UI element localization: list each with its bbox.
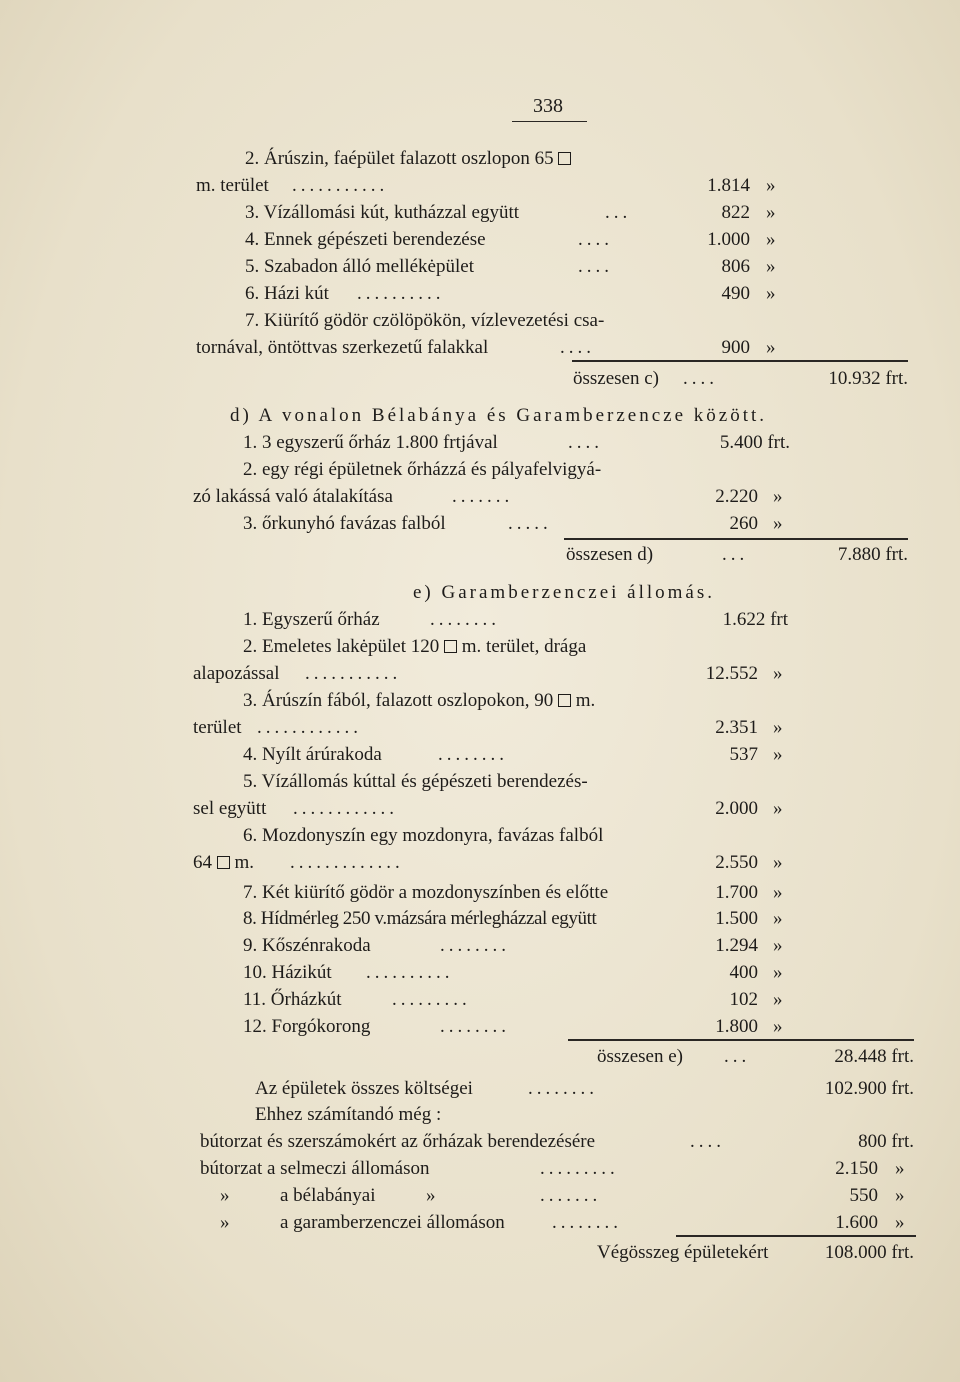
e-item-1-value: 1.622 frt: [722, 609, 788, 630]
c-total-dots: ....: [683, 368, 718, 389]
e-item-5-cont: sel együtt: [193, 798, 267, 819]
e-item-6-value: 2.550: [715, 852, 758, 873]
e-item-6-label: 6. Mozdonyszín egy mozdonyra, favázas falból: [243, 825, 604, 846]
d-heading: d) A vonalon Bélabánya és Garamberzencze között.: [230, 405, 768, 426]
c-item-2-unit: »: [766, 175, 776, 196]
c-item-2-value: 1.814: [707, 175, 750, 196]
e-item-9-unit: »: [773, 935, 783, 956]
e-total-label: összesen e): [597, 1046, 683, 1067]
e-item-4-value: 537: [729, 744, 758, 765]
e-total-value: 28.448 frt.: [834, 1046, 914, 1067]
summary-line-2-unit: »: [895, 1158, 905, 1179]
summary-line-1-dots: ....: [690, 1131, 725, 1152]
d-item-3-label: 3. őrkunyhó favázas falból: [243, 513, 446, 534]
summary-line-3-value: 550: [849, 1185, 878, 1206]
e-item-9-value: 1.294: [715, 935, 758, 956]
summary-line-3-dots: .......: [540, 1185, 602, 1206]
e-item-8-value: 1.500: [715, 908, 758, 929]
e-item-2-unit: »: [773, 663, 783, 684]
e-item-2-label-after: m. terület, drága: [461, 636, 587, 657]
summary-line-3-ditto: »: [220, 1185, 230, 1206]
e-item-1-dots: ........: [430, 609, 500, 630]
e-item-7-label: 7. Két kiürítő gödör a mozdonyszínben és előtte: [243, 882, 609, 903]
page-number: 338: [533, 95, 563, 117]
c-item-3-label: 3. Vízállomási kút, kutházzal együtt: [245, 202, 520, 223]
c-item-2-label: 2. Árúszin, faépület falazott oszlopon 65: [245, 148, 554, 169]
summary-line-3-label: a bélabányai: [280, 1185, 376, 1206]
e-total-dots: ...: [724, 1046, 751, 1067]
summary-line-4-label: a garamberzenczei állomáson: [280, 1212, 505, 1233]
summary-line-4-dots: ........: [552, 1212, 622, 1233]
all-costs-value: 102.900 frt.: [824, 1078, 914, 1099]
e-item-4-unit: »: [773, 744, 783, 765]
c-total-value: 10.932 frt.: [828, 368, 908, 389]
c-item-2-dots: ...........: [292, 175, 389, 196]
d-item-3-value: 260: [729, 513, 758, 534]
e-item-9-label: 9. Kőszénrakoda: [243, 935, 371, 956]
e-item-3-dots: ............: [257, 717, 362, 738]
d-item-1-dots: ....: [568, 432, 603, 453]
all-costs-dots: ........: [528, 1078, 598, 1099]
e-sum-rule: [568, 1039, 914, 1041]
e-item-11-dots: .........: [392, 989, 471, 1010]
c-item-6-value: 490: [721, 283, 750, 304]
e-heading: e) Garamberzenczei állomás.: [413, 582, 716, 603]
e-item-2-label: 2. Emeletes lakėpület 120: [243, 636, 440, 657]
e-item-6-unit: »: [773, 852, 783, 873]
c-sum-rule: [572, 360, 908, 362]
all-costs-label: Az épületek összes költségei: [255, 1078, 473, 1099]
square-icon: [558, 152, 571, 165]
e-item-5-value: 2.000: [715, 798, 758, 819]
e-item-3-cont: terület: [193, 717, 242, 738]
square-icon: [444, 640, 457, 653]
e-item-6-cont: [193, 852, 254, 874]
c-item-7-value: 900: [721, 337, 750, 358]
e-item-10-unit: »: [773, 962, 783, 983]
d-item-2-cont: zó lakássá való átalakítása: [193, 486, 393, 507]
square-icon: [558, 694, 571, 707]
summary-line-3-unit: »: [895, 1185, 905, 1206]
summary-line-1-value: 800 frt.: [858, 1131, 914, 1152]
summary-line-4-ditto: »: [220, 1212, 230, 1233]
e-item-5-label: 5. Vízállomás kúttal és gépészeti berendezés-: [243, 771, 588, 792]
summary-line-4-value: 1.600: [835, 1212, 878, 1233]
d-total-label: összesen d): [566, 544, 654, 565]
c-item-7-cont: tornával, öntöttvas szerkezetű falakkal: [196, 337, 489, 358]
d-total-value: 7.880 frt.: [837, 544, 908, 565]
d-item-2-value: 2.220: [715, 486, 758, 507]
page-number-rule: [512, 121, 587, 122]
e-item-7-unit: »: [773, 882, 783, 903]
e-item-3-unit: »: [773, 717, 783, 738]
c-item-7-label: 7. Kiürítő gödör czölöpökön, vízlevezetési csa-: [245, 310, 605, 331]
c-total-label: összesen c): [573, 368, 659, 389]
c-item-5-unit: »: [766, 256, 776, 277]
e-item-2-dots: ...........: [305, 663, 402, 684]
e-item-3-label: 3. Árúszín fából, falazott oszlopokon, 90: [243, 690, 554, 711]
c-item-6-label: 6. Házi kút: [245, 283, 329, 304]
summary-line-2-dots: .........: [540, 1158, 619, 1179]
c-item-4-label: 4. Ennek gépészeti berendezése: [245, 229, 486, 250]
c-item-7-dots: ....: [560, 337, 595, 358]
d-total-dots: ...: [722, 544, 749, 565]
d-item-1-value: 5.400 frt.: [719, 432, 790, 453]
c-item-5-label: 5. Szabadon álló mellékėpület: [245, 256, 474, 277]
d-sum-rule: [564, 538, 908, 540]
c-item-4-dots: ....: [578, 229, 613, 250]
e-item-6-cont-num: 64: [193, 852, 212, 873]
c-item-4-unit: »: [766, 229, 776, 250]
c-item-6-dots: ..........: [357, 283, 445, 304]
c-item-3-dots: ...: [605, 202, 632, 223]
e-item-12-value: 1.800: [715, 1016, 758, 1037]
d-item-2-label: 2. egy régi épületnek őrházzá és pályafelvigyá-: [243, 459, 602, 480]
e-item-2: [243, 636, 586, 658]
e-item-11-label: 11. Őrházkút: [243, 989, 342, 1010]
e-item-12-dots: ........: [440, 1016, 510, 1037]
e-item-2-cont: alapozással: [193, 663, 280, 684]
e-item-10-dots: ..........: [366, 962, 454, 983]
e-item-8-label: 8. Hídmérleg 250 v.mázsára mérlegházzal együtt: [243, 908, 597, 929]
e-item-10-label: 10. Házikút: [243, 962, 332, 983]
c-item-2: [245, 148, 571, 170]
grand-sum-rule: [676, 1235, 916, 1237]
summary-line-4-unit: »: [895, 1212, 905, 1233]
c-item-3-unit: »: [766, 202, 776, 223]
e-item-3: [243, 690, 595, 712]
e-item-11-unit: »: [773, 989, 783, 1010]
e-item-5-dots: ............: [293, 798, 398, 819]
c-item-3-value: 822: [721, 202, 750, 223]
square-icon: [217, 856, 230, 869]
grand-total-label: Végösszeg épületekért: [597, 1242, 769, 1263]
e-item-3-label-after: m.: [575, 690, 596, 711]
d-item-2-unit: »: [773, 486, 783, 507]
e-item-4-label: 4. Nyílt árúrakoda: [243, 744, 382, 765]
d-item-3-unit: »: [773, 513, 783, 534]
add-label: Ehhez számítandó még :: [255, 1104, 442, 1125]
e-item-6-cont-after: m.: [234, 852, 255, 873]
e-item-11-value: 102: [729, 989, 758, 1010]
e-item-6-dots: .............: [290, 852, 404, 873]
e-item-9-dots: ........: [440, 935, 510, 956]
c-item-7-unit: »: [766, 337, 776, 358]
c-item-6-unit: »: [766, 283, 776, 304]
e-item-12-unit: »: [773, 1016, 783, 1037]
d-item-1-label: 1. 3 egyszerű őrház 1.800 frtjával: [243, 432, 498, 453]
c-item-4-value: 1.000: [707, 229, 750, 250]
grand-total-value: 108.000 frt.: [824, 1242, 914, 1263]
e-item-7-value: 1.700: [715, 882, 758, 903]
d-item-2-dots: .......: [452, 486, 514, 507]
e-item-5-unit: »: [773, 798, 783, 819]
c-item-5-value: 806: [721, 256, 750, 277]
summary-line-1-label: bútorzat és szerszámokért az őrházak berendezésére: [200, 1131, 596, 1152]
e-item-10-value: 400: [729, 962, 758, 983]
e-item-4-dots: ........: [438, 744, 508, 765]
c-item-2-cont: m. terület: [196, 175, 269, 196]
e-item-3-value: 2.351: [715, 717, 758, 738]
c-item-5-dots: ....: [578, 256, 613, 277]
e-item-2-value: 12.552: [705, 663, 758, 684]
e-item-1-label: 1. Egyszerű őrház: [243, 609, 380, 630]
summary-line-2-label: bútorzat a selmeczi állomáson: [200, 1158, 430, 1179]
d-item-3-dots: .....: [508, 513, 552, 534]
e-item-12-label: 12. Forgókorong: [243, 1016, 371, 1037]
summary-line-3-ditto2: »: [426, 1185, 436, 1206]
summary-line-2-value: 2.150: [835, 1158, 878, 1179]
e-item-8-unit: »: [773, 908, 783, 929]
